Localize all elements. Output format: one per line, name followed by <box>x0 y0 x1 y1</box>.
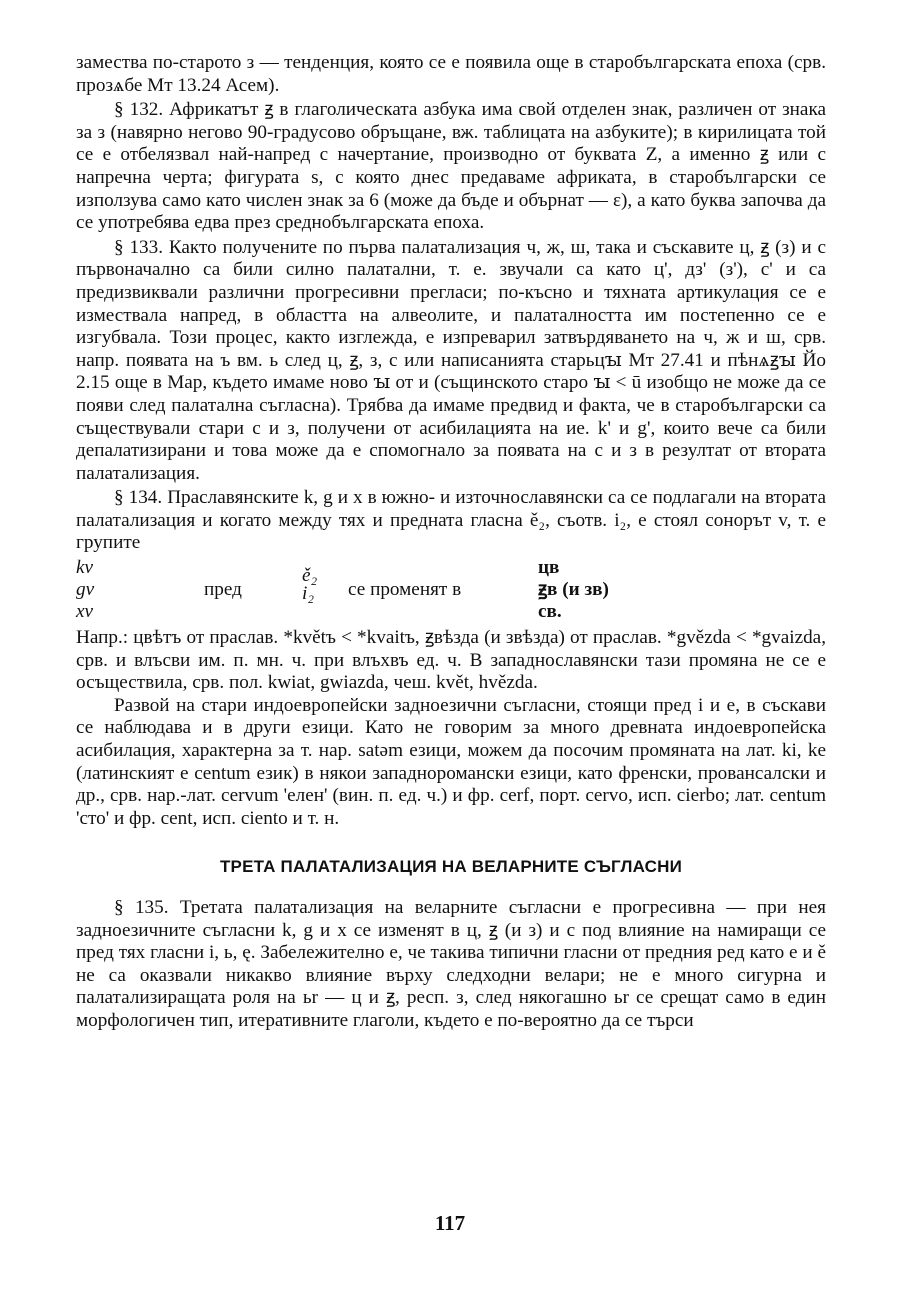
consonant-group-table <box>76 557 826 623</box>
paragraph-135: § 135. Третата палатализация на веларните съгласни е прогресивна — при нея задноезичните съгласни k, g и x се изменят в ц, ꙃ (и з) и с под влияние на намиращи се пред тях гласни i, ь, ę. Забележително е, че такива типични гласни от предния ред като e и ě не са оказвали никакво влияние върху следходни велари; не е много сигурна и палатализиращата роля на ьr — ц и ꙃ, респ. з, след някогашно ьr се срещат само в един морфологичен тип, итеративните глаголи, където е по-вероятно да се търси <box>76 897 826 1031</box>
label-change: се променят в <box>348 579 462 601</box>
label-before: пред <box>204 579 242 601</box>
page-number: 117 <box>434 1211 466 1235</box>
paragraph-132: § 132. Африкатът ꙃ в глаголическата азбука има свой отделен знак, различен от знака за з (навярно негово 90-градусово обръщане, вж. таблицата на азбуките); в кирилицата той се е отбелязвал най-напред с начертание, производно от буквата Z, а именно ꙃ или с напречна черта; фигурата ѕ, с която днес предаваме африката, в старобългарски се използува само като числен знак за 6 (може да бъде и обърнат — ɛ), а като буква започва да се употребява едва през среднобългарската епоха. <box>76 99 826 234</box>
source-clusters <box>76 557 94 623</box>
paragraph-134-comparison: Развой на стари индоевропейски задноезични съгласни, стоящи пред i и e, в съскави се наблюдава и в други езици. Като не говорим за много древната индоевропейска асибилация, характерна за т. нар. satəm езици, можем да посочим промяната на лат. ki, ke (латинският е centum език) в някои западноромански езици, като френски, провансалски и др., срв. нар.-лат. cervum 'елен' (вин. п. ед. ч.) и фр. cerf, порт. cervo, исп. cierbo; лат. centum 'сто' и фр. cent, исп. ciento и т. н. <box>76 694 826 829</box>
front-vowels <box>302 567 317 603</box>
result-clusters <box>538 557 609 623</box>
result-sv: св. <box>538 601 562 623</box>
result-cv: цв <box>538 557 560 579</box>
paragraph-134: § 134. Праславянските k, g и x в южно- и източнославянски са се подлагали на втората палатализация и когато между тях и предната гласна ě₂, съотв. i₂, е стоял сонорът v, т. е групите <box>76 487 826 554</box>
cluster-xv: xv <box>76 601 94 623</box>
vowel-e2: ě₂ <box>302 565 318 587</box>
paragraph-134-examples: Напр.: цвѣтъ от праслав. *květъ < *kvaitъ, ꙃвѣзда (и звѣзда) от праслав. *gvězda < *gvaizda, срв. и влъсви им. п. мн. ч. при влъхвъ ед. ч. В западнославянски тази промяна не се е осъществила, срв. пол. kwiat, gwiazda, чеш. květ, hvězda. <box>76 627 826 694</box>
cluster-gv: gv <box>76 579 95 601</box>
paragraph-continuation: замества по-старото з — тенденция, която се е появила още в старобългарската епоха (срв. прозѧбе Мт 13.24 Асем). <box>76 52 826 96</box>
section-heading: ТРЕТА ПАЛАТАЛИЗАЦИЯ НА ВЕЛАРНИТЕ СЪГЛАСНИ <box>219 857 683 877</box>
paragraph-133: § 133. Както получените по първа палатализация ч, ж, ш, така и съскавите ц, ꙃ (з) и с първоначално са били силно палатални, т. е. звучали са като ц', дз' (з'), с' и са предизвиквали различни прогресивни прегласи; по-късно и тяхната артикулация се е измествала напред, в областта на алвеолите, и палаталността им постепенно се е изгубвала. Този процес, както изглежда, е изпреварил затвърдяването на ч, ж и ш, срв. напр. появата на ъ вм. ь след ц, ꙃ, з, с или написанията старьцꙑ Мт 27.41 и пѣнѧꙃꙑ Йо 2.15 още в Мар, където имаме ново ꙑ от и (същинското старо ꙑ < ū изобщо не може да се появи след палатална съгласна). Трябва да имаме предвид и факта, че в старобългарски са съществували стари с и з, получени от асибилацията на ие. k' и g', които вече са били депалатизирани и това може да е спомогнало за появата на с и з в резултат от втората палатализация. <box>76 236 826 484</box>
cluster-kv: kv <box>76 557 94 579</box>
result-dzv: ꙃв (и зв) <box>538 579 609 601</box>
vowel-i2: i₂ <box>302 583 315 605</box>
